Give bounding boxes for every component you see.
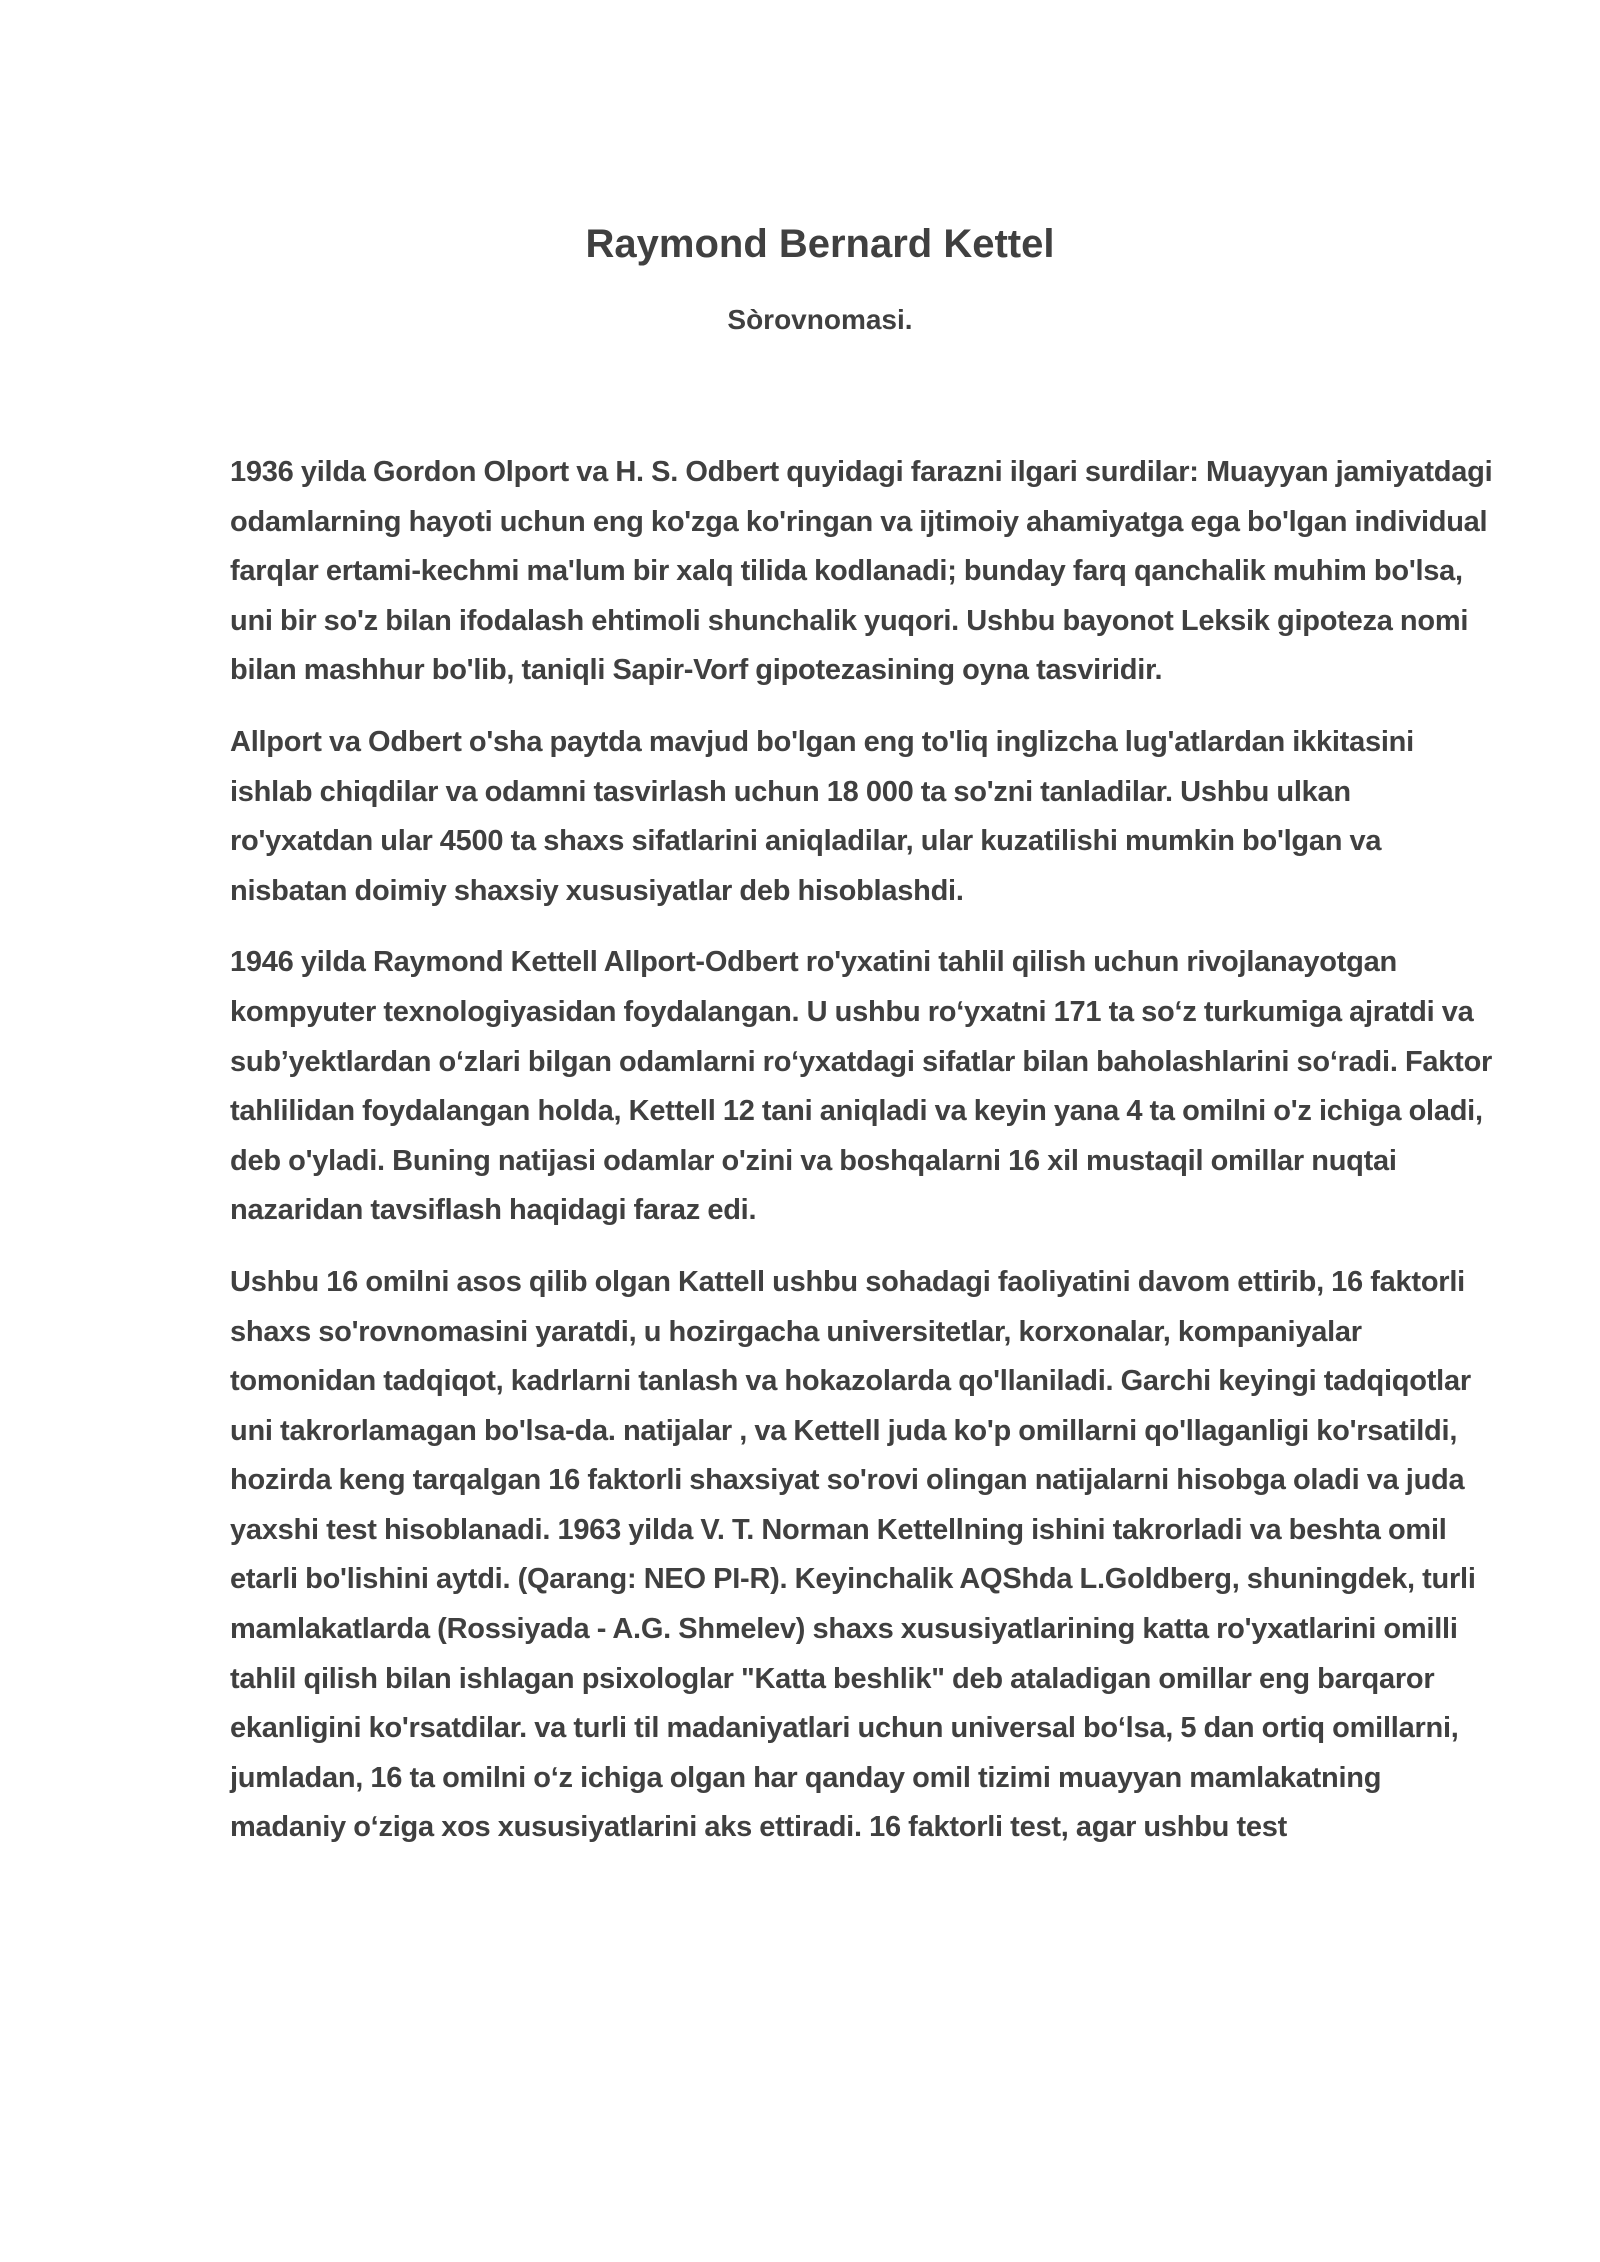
paragraph-2: Allport va Odbert o'sha paytda mavjud bo'lgan eng to'liq inglizcha lug'atlardan ikkitasini ishlab chiqdilar va odamni tasvirlash uchun 18 000 ta so'zni tanladilar. Ushbu ulkan ro'yxatdan ular 4500 ta shaxs sifatlarini aniqladilar, ular kuzatilishi mumkin bo'lgan va nisbatan doimiy shaxsiy xususiyatlar deb hisoblashdi. (230, 725, 1414, 907)
paragraph-3: 1946 yilda Raymond Kettell Allport-Odbert ro'yxatini tahlil qilish uchun rivojlanayotgan kompyuter texnologiyasidan foydalangan. U ushbu roʻyxatni 171 ta soʻz turkumiga ajratdi va sub’yektlardan oʻzlari bilgan odamlarni roʻyxatdagi sifatlar bilan baholashlarini soʻradi. Faktor tahlilidan foydalangan holda, Kettell 12 tani aniqladi va keyin yana 4 ta omilni o'z ichiga oladi, deb o'yladi. Buning natijasi odamlar o'zini va boshqalarni 16 xil mustaqil omillar nuqtai nazaridan tavsiflash haqidagi faraz edi. (230, 946, 1493, 1227)
paragraph-1: 1936 yilda Gordon Olport va H. S. Odbert quyidagi farazni ilgari surdilar: Muayyan jamiyatdagi odamlarning hayoti uchun eng ko'zga ko'ringan va ijtimoiy ahamiyatga ega bo'lgan individual farqlar ertami-kechmi ma'lum bir xalq tilida kodlanadi; bunday farq qanchalik muhim bo'lsa, uni bir so'z bilan ifodalash ehtimoli shunchalik yuqori. Ushbu bayonot Leksik gipoteza nomi bilan mashhur bo'lib, taniqli Sapir-Vorf gipotezasining oyna tasviridir. (230, 456, 1493, 687)
document-title: Raymond Bernard Kettel (585, 222, 1055, 266)
document-subtitle: Sòrovnomasi. (727, 304, 913, 335)
paragraph-4: Ushbu 16 omilni asos qilib olgan Kattell ushbu sohadagi faoliyatini davom ettirib, 16 faktorli shaxs so'rovnomasini yaratdi, u hozirgacha universitetlar, korxonalar, kompaniyalar tomonidan tadqiqot, kadrlarni tanlash va hokazolarda qo'llaniladi. Garchi keyingi tadqiqotlar uni takrorlamagan bo'lsa-da. natijalar , va Kettell juda ko'p omillarni qo'llaganligi ko'rsatildi, hozirda keng tarqalgan 16 faktorli shaxsiyat so'rovi olingan natijalarni hisobga oladi va juda yaxshi test hisoblanadi. 1963 yilda V. T. Norman Kettellning ishini takrorladi va beshta omil etarli bo'lishini aytdi. (Qarang: NEO PI-R). Keyinchalik AQShda L.Goldberg, shuningdek, turli mamlakatlarda (Rossiyada - A.G. Shmelev) shaxs xususiyatlarining katta ro'yxatlarini omilli tahlil qilish bilan ishlagan psixologlar "Katta beshlik" deb ataladigan omillar eng barqaror ekanligini ko'rsatdilar. va turli til madaniyatlari uchun universal boʻlsa, 5 dan ortiq omillarni, jumladan, 16 ta omilni oʻz ichiga olgan har qanday omil tizimi muayyan mamlakatning madaniy oʻziga xos xususiyatlarini aks ettiradi. 16 faktorli test, agar ushbu test (230, 1265, 1476, 1844)
document-body (230, 448, 1500, 1853)
